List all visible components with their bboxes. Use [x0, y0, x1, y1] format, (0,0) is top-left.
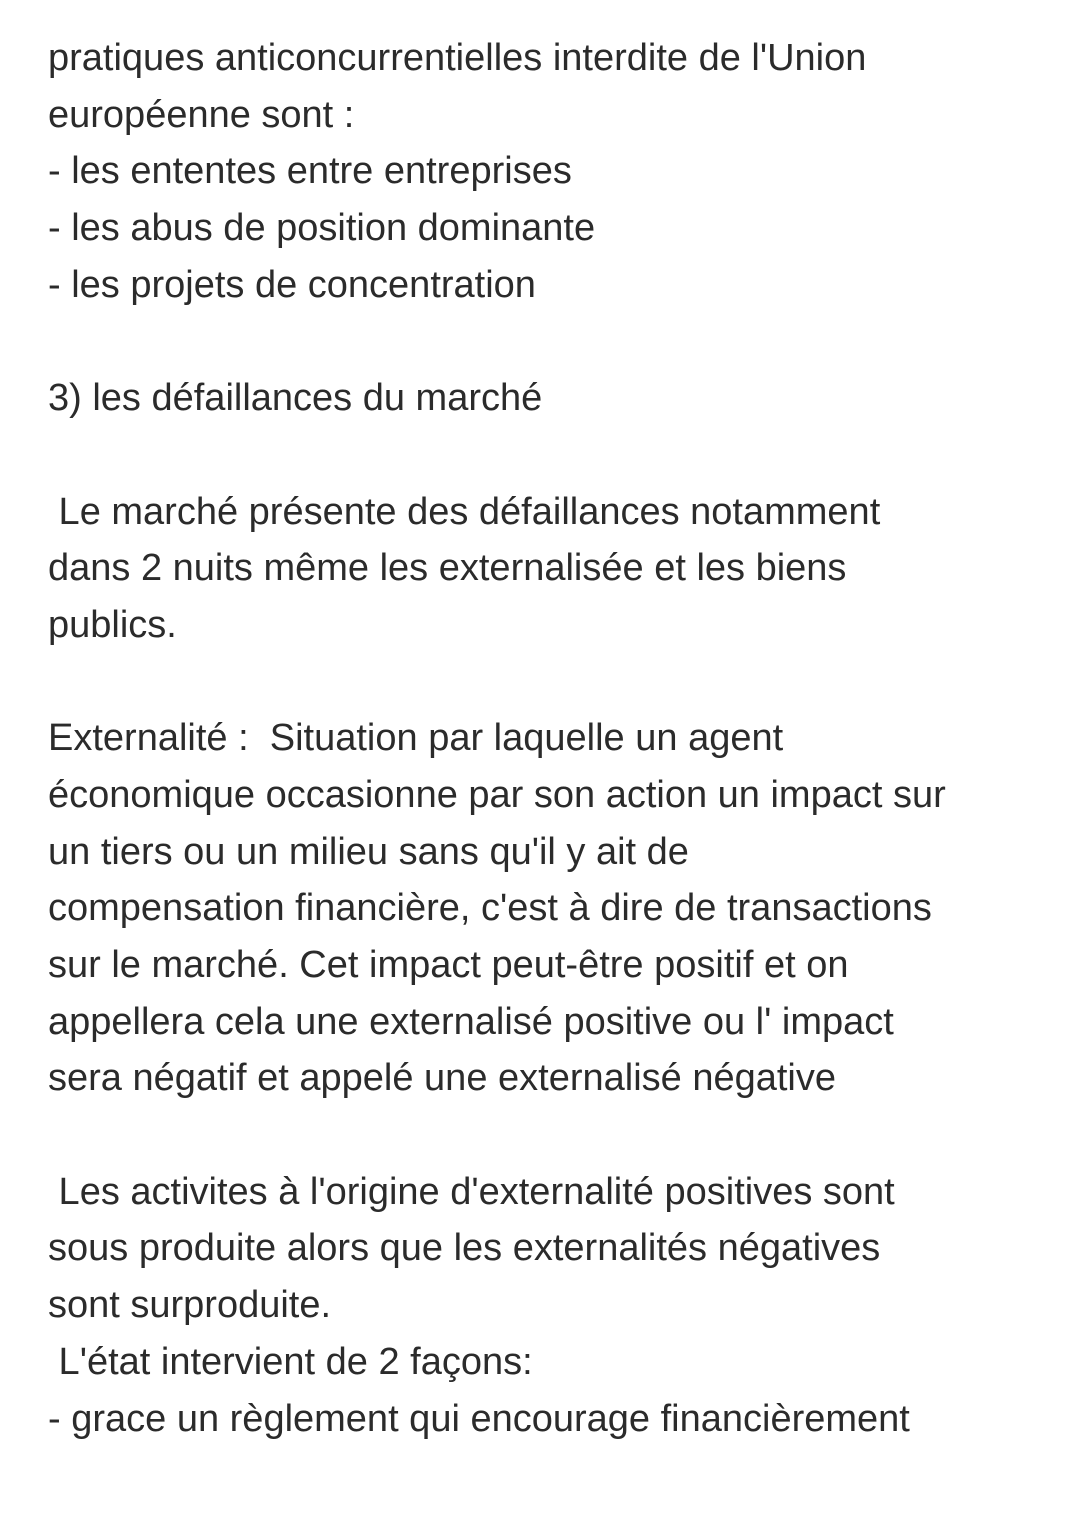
- text-line: européenne sont :: [48, 93, 355, 136]
- text-line: sous produite alors que les externalités négatives: [48, 1227, 881, 1270]
- text-line: dans 2 nuits même les externalisée et les biens: [48, 547, 847, 590]
- text-line: appellera cela une externalisé positive ou l' impact: [48, 1000, 894, 1043]
- text-line: sur le marché. Cet impact peut-être positif et on: [48, 944, 849, 986]
- text-line: L'état intervient de 2 façons:: [48, 1340, 533, 1383]
- blank-line: [48, 1107, 946, 1164]
- text-line: sont surproduite.: [48, 1284, 332, 1327]
- text-line: Les activites à l'origine d'externalité positives sont: [48, 1170, 895, 1213]
- text-line: 3) les défaillances du marché: [48, 377, 543, 420]
- text-line: - les projets de concentration: [48, 263, 536, 306]
- text-line: Le marché présente des défaillances notamment: [48, 490, 881, 533]
- blank-line: [48, 427, 946, 484]
- text-line: - grace un règlement qui encourage financièrement: [48, 1397, 910, 1440]
- text-line: - les abus de position dominante: [48, 207, 596, 250]
- text-line: compensation financière, c'est à dire de transactions: [48, 887, 932, 930]
- text-line: publics.: [48, 603, 177, 646]
- document-body: [48, 30, 946, 1447]
- text-line: économique occasionne par son action un impact sur: [48, 773, 946, 816]
- text-line: un tiers ou un milieu sans qu'il y ait de: [48, 830, 689, 873]
- text-line: - les ententes entre entreprises: [48, 150, 572, 193]
- text-line: sera négatif et appelé une externalisé négative: [48, 1057, 836, 1100]
- blank-line: [48, 313, 946, 370]
- text-line: Externalité : Situation par laquelle un agent: [48, 717, 784, 760]
- blank-line: [48, 654, 946, 711]
- text-line: pratiques anticoncurrentielles interdite de l'Union: [48, 37, 867, 79]
